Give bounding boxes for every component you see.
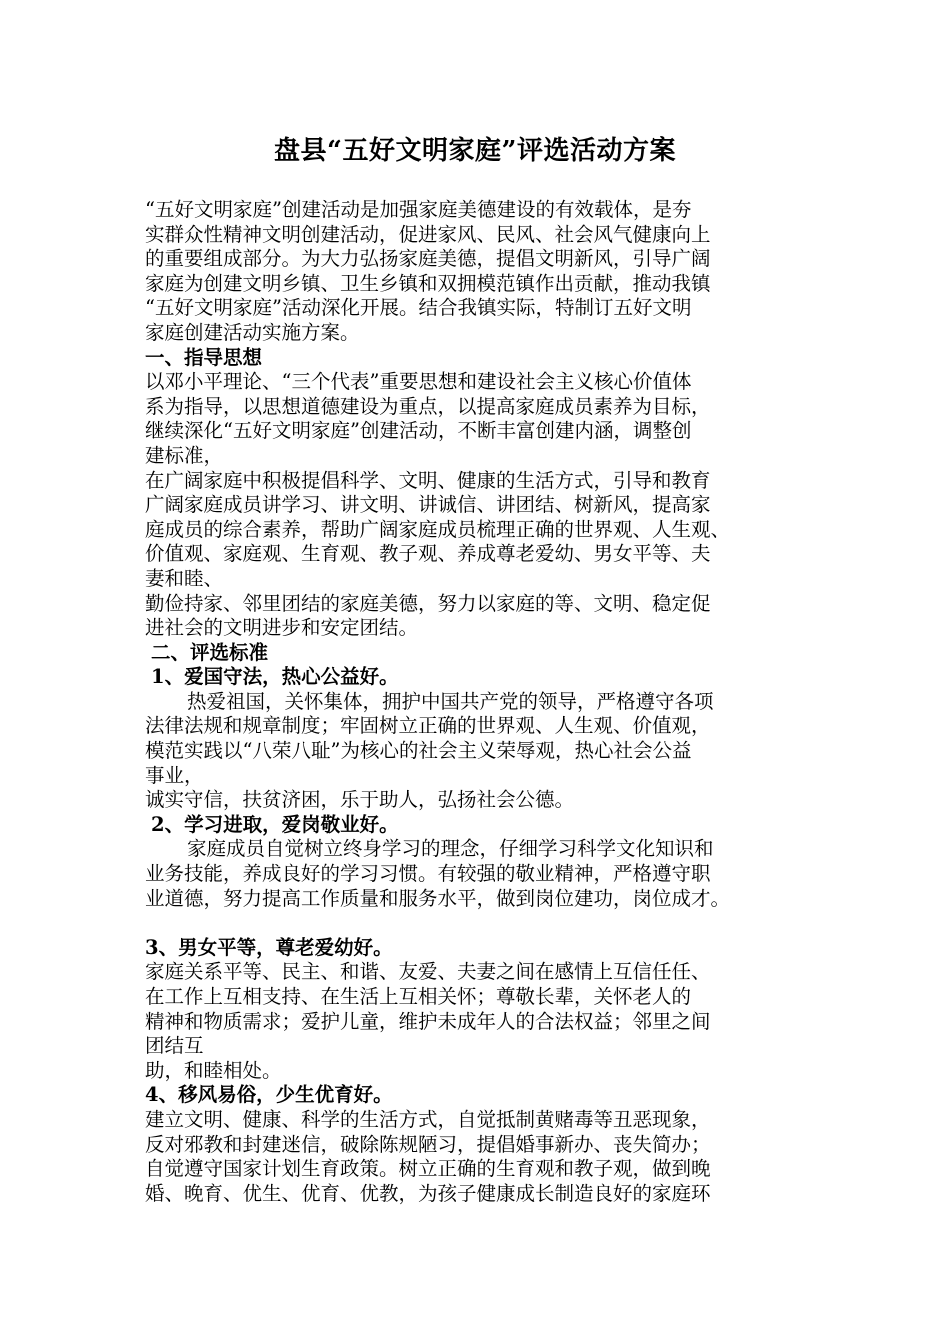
paragraph-line: 建标准， <box>145 443 224 467</box>
paragraph-line: 建立文明、健康、科学的生活方式，自觉抵制黄赌毒等丑恶现象， <box>145 1107 711 1131</box>
section-heading: 2、学习进取，爱岗敬业好。 <box>151 812 399 836</box>
paragraph-line: 事业， <box>145 763 204 787</box>
paragraph-line: 自觉遵守国家计划生育政策。树立正确的生育观和教子观，做到晚 <box>145 1157 711 1181</box>
paragraph-line: 价值观、家庭观、生育观、教子观、养成尊老爱幼、男女平等、夫 <box>145 542 711 566</box>
paragraph-line: 家庭创建活动实施方案。 <box>145 320 360 344</box>
section-heading: 一、指导思想 <box>145 345 263 369</box>
paragraph-line: “五好文明家庭”活动深化开展。结合我镇实际，特制订五好文明 <box>145 296 692 320</box>
paragraph-line: 以邓小平理论、“三个代表”重要思想和建设社会主义核心价值体 <box>145 370 692 394</box>
paragraph-line: 继续深化“五好文明家庭”创建活动，不断丰富创建内涵，调整创 <box>145 419 692 443</box>
paragraph-line: 诚实守信，扶贫济困，乐于助人，弘扬社会公德。 <box>145 788 575 812</box>
paragraph-line: 业道德，努力提高工作质量和服务水平，做到岗位建功，岗位成才。 <box>145 886 731 910</box>
document-title: 盘县“五好文明家庭”评选活动方案 <box>274 136 676 166</box>
section-heading: 4、移风易俗，少生优育好。 <box>145 1083 393 1107</box>
paragraph-line: 实群众性精神文明创建活动，促进家风、民风、社会风气健康向上 <box>145 222 711 246</box>
paragraph-line: 妻和睦、 <box>145 566 224 590</box>
paragraph-line: 庭成员的综合素养，帮助广阔家庭成员梳理正确的世界观、人生观、 <box>145 517 731 541</box>
paragraph-line: “五好文明家庭”创建活动是加强家庭美德建设的有效载体，是夯 <box>145 198 692 221</box>
paragraph-line: 业务技能，养成良好的学习习惯。有较强的敬业精神，严格遵守职 <box>145 862 711 886</box>
paragraph-line: 在工作上互相支持、在生活上互相关怀；尊敬长辈，关怀老人的 <box>145 985 692 1008</box>
document-body <box>145 198 825 1206</box>
section-heading: 1、爱国守法，热心公益好。 <box>151 665 399 689</box>
paragraph-line: 的重要组成部分。为大力弘扬家庭美德，提倡文明新风，引导广阔 <box>145 247 711 271</box>
paragraph-line: 在广阔家庭中积极提倡科学、文明、健康的生活方式，引导和教育 <box>145 468 711 492</box>
paragraph-line: 反对邪教和封建迷信，破除陈规陋习，提倡婚事新办、丧失简办； <box>145 1132 711 1156</box>
blank-line <box>145 911 825 936</box>
paragraph-line: 婚、晚育、优生、优育、优教，为孩子健康成长制造良好的家庭环 <box>145 1181 711 1205</box>
paragraph-line: 广阔家庭成员讲学习、讲文明、讲诚信、讲团结、树新风，提高家 <box>145 493 711 517</box>
paragraph-line: 系为指导，以思想道德建设为重点，以提高家庭成员素养为目标， <box>145 394 711 418</box>
paragraph-line: 家庭为创建文明乡镇、卫生乡镇和双拥模范镇作出贡献，推动我镇 <box>145 271 711 295</box>
paragraph-line: 勤俭持家、邻里团结的家庭美德，努力以家庭的等、文明、稳定促 <box>145 591 711 615</box>
paragraph-line: 家庭关系平等、民主、和谐、友爱、夫妻之间在感情上互信任任、 <box>145 960 711 984</box>
paragraph-line: 进社会的文明进步和安定团结。 <box>145 616 419 640</box>
paragraph-line: 模范实践以“八荣八耻”为核心的社会主义荣辱观，热心社会公益 <box>145 739 692 763</box>
section-heading: 3、男女平等，尊老爱幼好。 <box>145 935 393 959</box>
section-heading: 二、评选标准 <box>151 640 269 664</box>
paragraph-line: 团结互 <box>145 1034 204 1058</box>
paragraph-line: 助，和睦相处。 <box>145 1058 282 1082</box>
paragraph-line: 热爱祖国，关怀集体，拥护中国共产党的领导，严格遵守各项 <box>187 689 714 713</box>
paragraph-line: 家庭成员自觉树立终身学习的理念，仔细学习科学文化知识和 <box>187 837 714 861</box>
paragraph-line: 法律法规和规章制度；牢固树立正确的世界观、人生观、价值观， <box>145 714 711 738</box>
paragraph-line: 精神和物质需求；爱护儿童，维护未成年人的合法权益；邻里之间 <box>145 1009 711 1033</box>
